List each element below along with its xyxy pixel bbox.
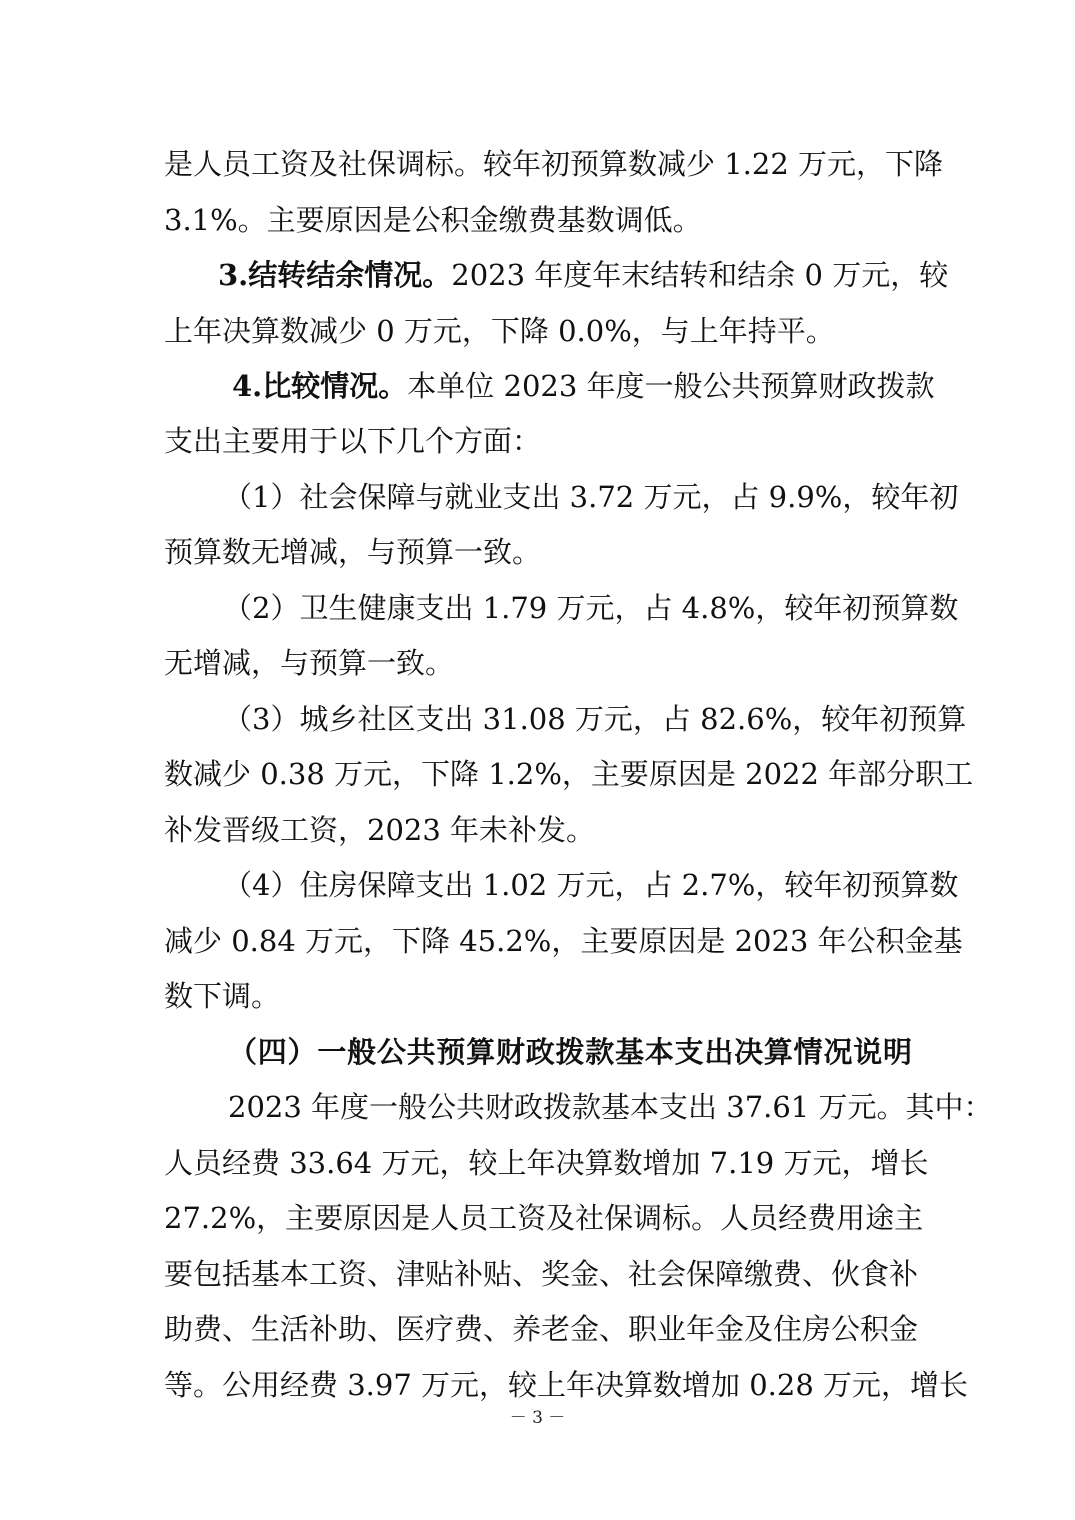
list-item-3: （3）城乡社区支出 31.08 万元，占 82.6%，较年初预算 [223,702,967,736]
text-line: 上年决算数减少 0 万元，下降 0.0%，与上年持平。 [164,314,835,348]
text-line: 27.2%，主要原因是人员工资及社保调标。人员经费用途主 [164,1201,924,1235]
text-line: 助费、生活补助、医疗费、养老金、职业年金及住房公积金 [164,1312,919,1346]
list-item-2: （2）卫生健康支出 1.79 万元，占 4.8%，较年初预算数 [223,591,959,625]
text-line: 补发晋级工资，2023 年未补发。 [164,813,596,847]
paragraph-carryover [218,255,949,295]
text-line: 2023 年度一般公共财政拨款基本支出 37.61 万元。其中： [228,1090,993,1124]
text-line: 数下调。 [164,979,281,1013]
text-line: 3.1%。主要原因是公积金缴费基数调低。 [164,203,702,237]
text-line: 减少 0.84 万元，下降 45.2%，主要原因是 2023 年公积金基 [164,924,963,958]
text-line: 等。公用经费 3.97 万元，较上年决算数增加 0.28 万元，增长 [164,1368,969,1402]
text-run: 2023 年度年末结转和结余 0 万元，较 [451,258,949,292]
text-line: 支出主要用于以下几个方面： [164,424,542,458]
text-line: 要包括基本工资、津贴补贴、奖金、社会保障缴费、伙食补 [164,1257,919,1291]
list-item-1: （1）社会保障与就业支出 3.72 万元，占 9.9%，较年初 [223,480,959,514]
section-label-comparison: 4.比较情况。 [232,369,408,403]
text-line: 是人员工资及社保调标。较年初预算数减少 1.22 万元，下降 [164,147,944,181]
paragraph-comparison [232,366,935,406]
text-line: 预算数无增减，与预算一致。 [164,535,542,569]
list-item-4: （4）住房保障支出 1.02 万元，占 2.7%，较年初预算数 [223,868,959,902]
section-label-carryover: 3.结转结余情况。 [218,258,452,292]
text-line: 无增减，与预算一致。 [164,646,455,680]
section-heading: （四）一般公共预算财政拨款基本支出决算情况说明 [228,1035,912,1069]
text-line: 数减少 0.38 万元，下降 1.2%，主要原因是 2022 年部分职工 [164,757,974,791]
text-line: 人员经费 33.64 万元，较上年决算数增加 7.19 万元，增长 [164,1146,929,1180]
text-run: 本单位 2023 年度一般公共预算财政拨款 [407,369,935,403]
page-number: － 3 － [509,1408,566,1428]
